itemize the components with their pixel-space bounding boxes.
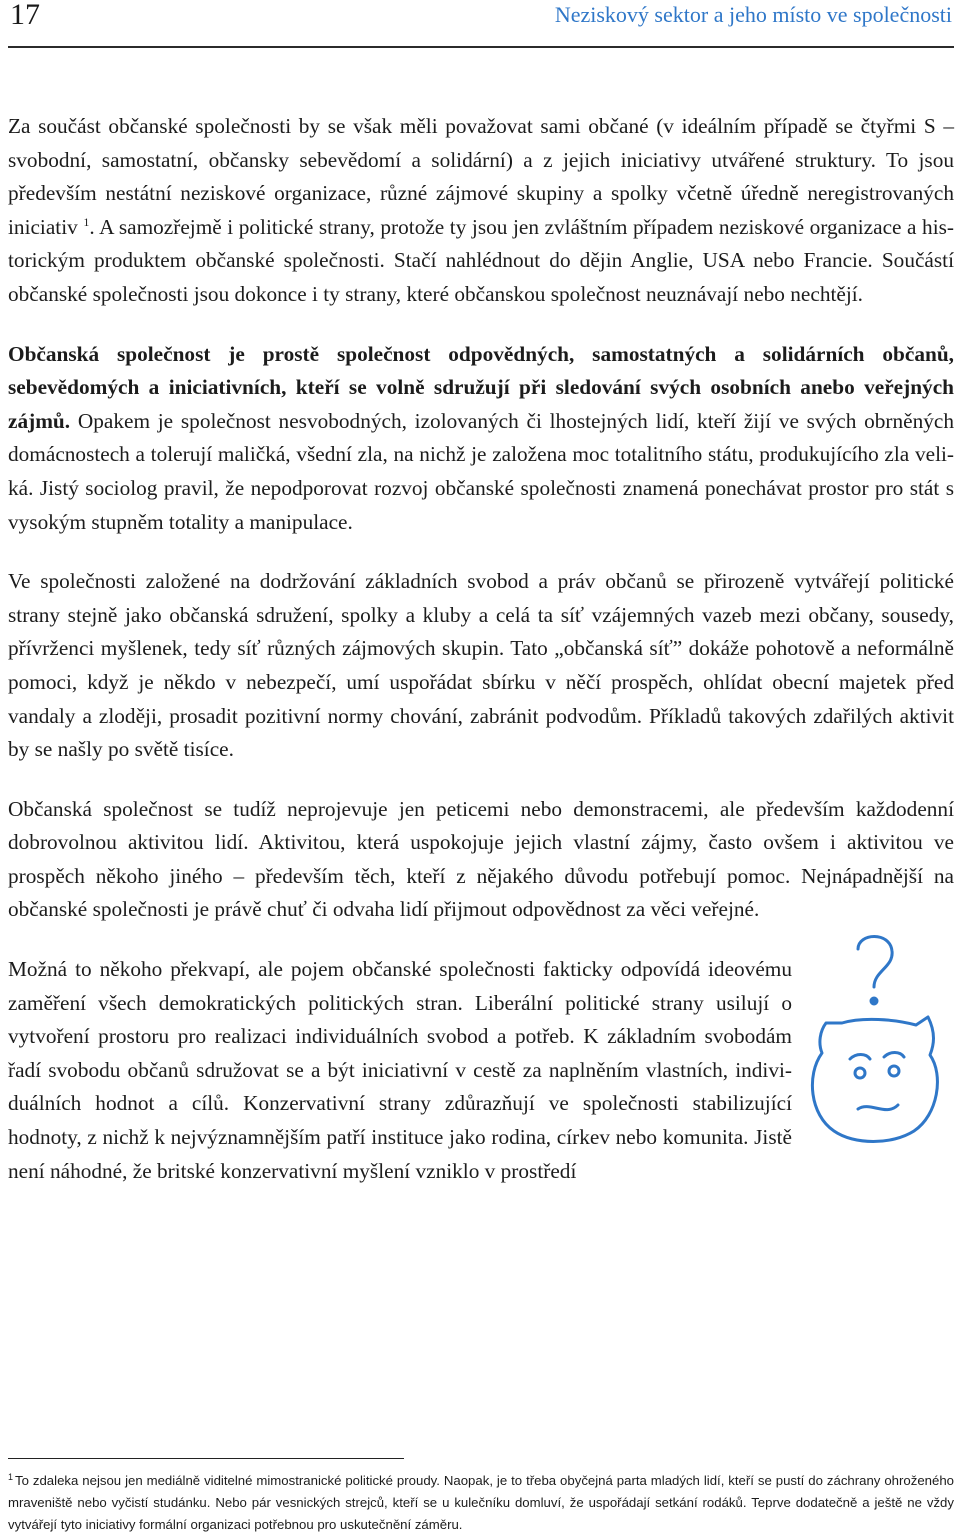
paragraph-1 [8, 110, 954, 312]
paragraph-3: Ve společnosti založené na dodržování základních svobod a práv občanů se přirozeně vytvářejí politické strany stejně jako občanská sdružení, spolky a kluby a celá ta síť vzájemných vazeb mezi občany, sousedy, přívrženci myšlenek, tedy síť různých zájmových skupin. Tato „občanská síť” dokáže pohotově a neformálně pomoci, když je někdo v nebezpečí, umí uspořádat sbírku v něčí prospěch, ohlídat obecní majetek před vandaly a zloději, prosadit pozitivní normy chování, zabránit podvodům. Příkladů takových zdařilých aktivit by se našly po světě tisíce. [8, 569, 954, 762]
right-eyebrow [884, 1053, 904, 1058]
footnote [8, 1470, 954, 1536]
body-text [8, 110, 954, 1188]
paragraph-2-text: Opakem je společnost nesvobodných, izolovaných či lhostejných lidí, kteří žijí ve svých obrněných domácnostech a tolerují maličká, všední zla, na nichž je založena moc totalitního státu, produkujícího zla veliká. Jistý sociolog pravil, že nepodporovat rozvoj občanské společnosti znamená ponechávat prostor pro stát s vysokým stupněm totality a manipulace. [8, 408, 954, 534]
page-number: 17 [10, 0, 40, 31]
paragraph-1-text-b: . A samozřejmě i politické strany, protože ty jsou jen zvláštním případem neziskové organizace a historickým produktem občanské společnosti. Stačí nahlédnout do dějin Anglie, USA nebo Francie. Součástí občanské společnosti jsou dokonce i ty strany, které občanskou společnost neuznávají nebo nechtějí. [8, 214, 954, 306]
footnote-mark: 1 [8, 1472, 14, 1482]
left-eye [855, 1068, 865, 1078]
right-eye [889, 1066, 899, 1076]
question-mark-dot [871, 998, 877, 1004]
paragraph-1-text-a: Za součást občanské společnosti by se však měli považovat sami občané (v ideálním případě se čtyřmi S – svobodní, samostatní, občansky sebevědomí a solidární) a z jejich iniciativy utvářené struktury. To jsou především nestátní neziskové organizace, různé zájmové skupiny a spolky včetně úředně neregistrovaných iniciativ [8, 114, 954, 239]
paragraph-5 [8, 953, 954, 1188]
mouth [858, 1105, 898, 1110]
running-title: Neziskový sektor a jeho místo ve společnosti [554, 2, 952, 27]
footnote-text: To zdaleka nejsou jen mediálně viditelné mimostranické politické proudy. Naopak, je to třeba obyčejná parta mladých lidí, kteří se pustí do záchrany ohroženého mraveniště nebo vyčistí studánku. Nebo pár vesnických strejců, kteří se u kulečníku domluví, že uspořádají setkání rodáků. Teprve dodatečně a ještě ne vždy vytvářejí tyto iniciativy formální organizaci potřebnou pro uskutečnění záměru. [8, 1473, 954, 1532]
left-eyebrow [850, 1055, 870, 1060]
head-outline [812, 1017, 937, 1142]
confused-face-question-mark-icon [798, 925, 954, 1153]
paragraph-2-bold-definition: Občanská společnost je prostě společnost odpovědných, samostatných a solidárních občanů, sebevědomých a iniciativních, kteří se volně sdružují při sledování svých osobních anebo veřejných zájmů. [8, 341, 954, 433]
footnote-reference[interactable]: 1 [83, 214, 90, 229]
paragraph-4: Občanská společnost se tudíž neprojevuje jen peticemi nebo demonstracemi, ale především každodenní dobrovolnou aktivitou lidí. Aktivitou, která uspokojuje jejich vlastní zájmy, často ovšem i aktivitou ve prospěch někoho jiného – především těch, kteří z nějakého důvodu potřebují pomoc. Nejnápadnější na občanské společnosti je právě chuť či odvaha lidí přijmout odpovědnost za věci veřejné. [8, 796, 954, 922]
header-rule [8, 46, 954, 48]
paragraph-5-text: Možná to někoho překvapí, ale pojem občanské společnosti fakticky odpovídá ideovému zaměření všech demokratických politických stran. Liberální politické strany usilují o vytvoření prostoru pro realizaci individuálních svobod a potřeb. K základním svobodám řadí svobodu občanů sdružovat se a být iniciativní v cestě za naplněním vlastních, individuálních hodnot a cílů. Konzervativní strany zdůrazňují ve společnosti stabilizující hodnoty, z nichž k nejvýznamnějším patří instituce jako rodina, církev nebo komunita. Jistě není náhodné, že britské konzervativní myšlení vzniklo v prostředí [8, 957, 792, 1183]
question-mark-curve [858, 937, 892, 988]
paragraph-2 [8, 338, 954, 540]
footnote-rule [8, 1458, 404, 1459]
